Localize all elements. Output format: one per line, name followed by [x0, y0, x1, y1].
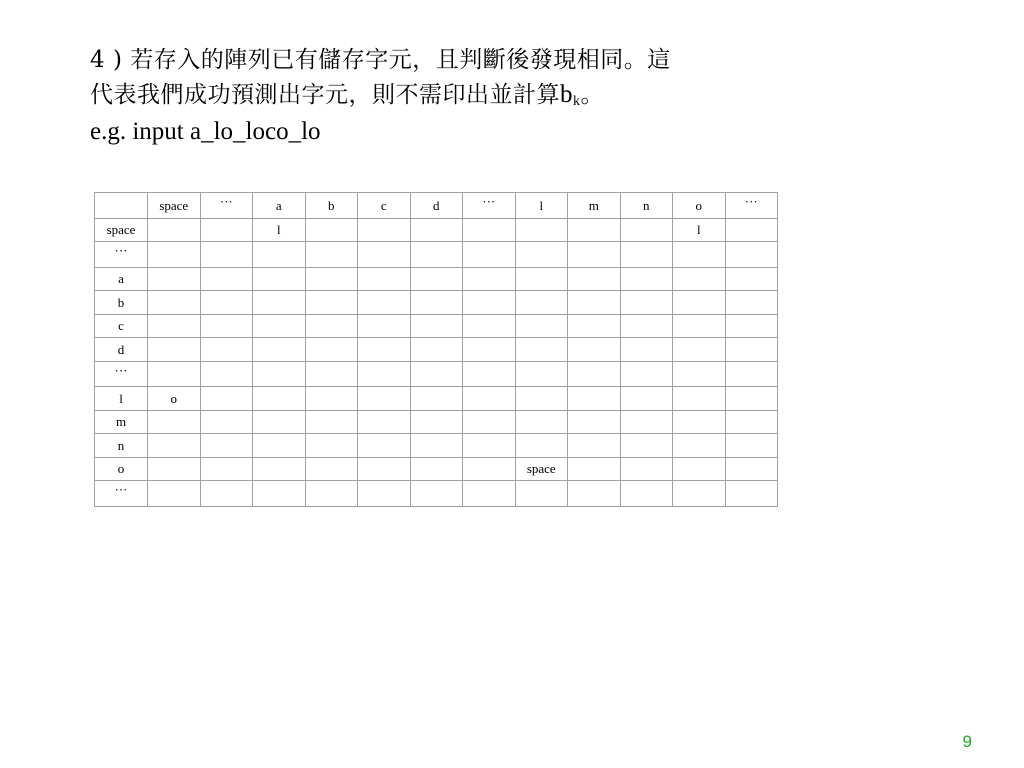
body-line-2	[90, 77, 950, 113]
table-cell	[463, 361, 516, 387]
table-cell	[515, 218, 568, 242]
prediction-table-container	[94, 192, 778, 507]
table-cell	[620, 218, 673, 242]
table-cell	[410, 481, 463, 507]
table-cell	[515, 434, 568, 458]
table-cell	[725, 242, 778, 268]
example-line: e.g. input a_lo_loco_lo	[90, 117, 321, 145]
table-cell	[620, 457, 673, 481]
table-cell	[620, 338, 673, 362]
column-header: l	[515, 193, 568, 219]
row-header: l	[95, 387, 148, 411]
column-header: m	[568, 193, 621, 219]
table-cell	[148, 434, 201, 458]
table-cell	[253, 387, 306, 411]
table-cell	[568, 387, 621, 411]
table-cell	[253, 434, 306, 458]
table-row	[95, 291, 778, 315]
table-cell	[305, 291, 358, 315]
table-cell	[200, 267, 253, 291]
table-cell	[515, 314, 568, 338]
table-cell	[725, 361, 778, 387]
table-cell	[148, 267, 201, 291]
table-cell	[358, 434, 411, 458]
table-cell	[305, 387, 358, 411]
table-cell	[410, 291, 463, 315]
table-cell	[410, 361, 463, 387]
table-cell	[673, 361, 726, 387]
table-cell	[200, 242, 253, 268]
row-header: a	[95, 267, 148, 291]
table-cell	[515, 242, 568, 268]
table-cell	[725, 338, 778, 362]
table-cell	[568, 242, 621, 268]
table-cell	[515, 267, 568, 291]
table-cell	[410, 434, 463, 458]
table-cell	[305, 338, 358, 362]
table-cell	[200, 338, 253, 362]
table-cell	[200, 291, 253, 315]
table-cell	[725, 314, 778, 338]
body-line-1: 4 ) 若存入的陣列已有儲存字元，且判斷後發現相同。這	[90, 47, 671, 73]
variable-b: b	[560, 81, 573, 109]
table-cell	[253, 291, 306, 315]
table-cell	[305, 267, 358, 291]
table-cell	[148, 481, 201, 507]
table-row	[95, 481, 778, 507]
table-cell	[463, 457, 516, 481]
table-cell	[200, 434, 253, 458]
table-cell	[148, 314, 201, 338]
table-row	[95, 314, 778, 338]
row-header: o	[95, 457, 148, 481]
table-cell: l	[253, 218, 306, 242]
table-cell	[358, 314, 411, 338]
table-cell	[568, 457, 621, 481]
table-cell	[410, 457, 463, 481]
table-cell	[253, 338, 306, 362]
table-cell	[200, 218, 253, 242]
table-cell	[620, 291, 673, 315]
table-cell	[358, 387, 411, 411]
table-cell	[253, 314, 306, 338]
table-corner-cell	[95, 193, 148, 219]
body-line-2-end: 。	[580, 82, 604, 109]
table-cell	[305, 457, 358, 481]
table-cell	[673, 267, 726, 291]
row-header: b	[95, 291, 148, 315]
slide-body-text	[90, 44, 950, 150]
table-cell	[725, 218, 778, 242]
table-cell	[673, 387, 726, 411]
table-cell	[358, 457, 411, 481]
table-cell	[253, 481, 306, 507]
table-cell	[725, 481, 778, 507]
table-cell	[725, 410, 778, 434]
table-cell	[620, 481, 673, 507]
table-cell	[463, 291, 516, 315]
table-cell	[725, 291, 778, 315]
table-cell	[148, 457, 201, 481]
table-cell	[200, 410, 253, 434]
column-header: ···	[463, 193, 516, 219]
column-header: d	[410, 193, 463, 219]
table-cell	[463, 434, 516, 458]
column-header: ···	[200, 193, 253, 219]
table-cell	[568, 434, 621, 458]
table-cell	[305, 481, 358, 507]
table-cell	[358, 481, 411, 507]
table-cell	[148, 361, 201, 387]
table-cell	[568, 218, 621, 242]
column-header: ···	[725, 193, 778, 219]
table-row	[95, 218, 778, 242]
table-cell	[568, 267, 621, 291]
table-cell	[673, 242, 726, 268]
table-cell	[620, 410, 673, 434]
table-cell	[620, 242, 673, 268]
table-cell	[358, 338, 411, 362]
table-cell	[200, 387, 253, 411]
table-header	[95, 193, 778, 219]
table-cell	[410, 242, 463, 268]
table-cell	[463, 314, 516, 338]
table-cell	[358, 267, 411, 291]
table-cell	[253, 242, 306, 268]
table-cell	[253, 457, 306, 481]
table-cell	[673, 338, 726, 362]
table-cell	[200, 361, 253, 387]
table-cell	[200, 457, 253, 481]
table-cell	[568, 314, 621, 338]
table-cell	[148, 218, 201, 242]
table-cell	[305, 242, 358, 268]
table-cell	[253, 361, 306, 387]
table-cell	[358, 218, 411, 242]
table-row	[95, 242, 778, 268]
table-cell	[620, 314, 673, 338]
table-row	[95, 410, 778, 434]
column-header: c	[358, 193, 411, 219]
table-cell	[515, 481, 568, 507]
table-cell	[200, 481, 253, 507]
table-cell	[568, 481, 621, 507]
column-header: n	[620, 193, 673, 219]
table-cell: o	[148, 387, 201, 411]
table-row	[95, 457, 778, 481]
table-cell	[253, 410, 306, 434]
table-cell	[725, 434, 778, 458]
table-row	[95, 338, 778, 362]
table-cell	[463, 387, 516, 411]
table-cell	[358, 410, 411, 434]
table-cell	[515, 338, 568, 362]
table-cell: l	[673, 218, 726, 242]
table-cell	[253, 267, 306, 291]
table-cell	[305, 410, 358, 434]
table-cell	[410, 267, 463, 291]
table-cell	[410, 314, 463, 338]
table-cell	[463, 481, 516, 507]
table-cell	[620, 434, 673, 458]
table-cell	[148, 291, 201, 315]
table-cell	[568, 338, 621, 362]
table-cell	[515, 410, 568, 434]
table-cell	[515, 387, 568, 411]
table-cell	[358, 242, 411, 268]
table-cell	[620, 267, 673, 291]
table-cell	[673, 457, 726, 481]
column-header: a	[253, 193, 306, 219]
row-header: ···	[95, 242, 148, 268]
table-cell	[463, 267, 516, 291]
row-header: space	[95, 218, 148, 242]
row-header: d	[95, 338, 148, 362]
table-cell	[568, 291, 621, 315]
table-cell	[673, 434, 726, 458]
row-header: n	[95, 434, 148, 458]
table-cell	[673, 410, 726, 434]
prediction-table	[94, 192, 778, 507]
table-cell	[305, 314, 358, 338]
body-line-2-text: 代表我們成功預測出字元，則不需印出並計算	[90, 82, 560, 109]
table-row	[95, 387, 778, 411]
table-cell	[568, 410, 621, 434]
table-cell	[148, 338, 201, 362]
table-cell	[410, 218, 463, 242]
table-cell	[463, 218, 516, 242]
table-cell	[515, 361, 568, 387]
page-number: 9	[962, 732, 972, 751]
column-header: o	[673, 193, 726, 219]
table-cell	[305, 218, 358, 242]
table-cell	[463, 410, 516, 434]
variable-subscript-k: k	[573, 94, 581, 110]
table-cell	[725, 387, 778, 411]
table-body	[95, 218, 778, 506]
table-cell	[463, 338, 516, 362]
table-cell	[410, 387, 463, 411]
table-cell	[673, 314, 726, 338]
table-cell	[200, 314, 253, 338]
table-cell	[620, 387, 673, 411]
table-cell	[620, 361, 673, 387]
table-cell	[673, 291, 726, 315]
table-row	[95, 434, 778, 458]
table-cell	[358, 361, 411, 387]
table-cell	[148, 410, 201, 434]
table-row	[95, 361, 778, 387]
table-cell	[410, 338, 463, 362]
table-header-row	[95, 193, 778, 219]
table-cell	[515, 291, 568, 315]
column-header: space	[148, 193, 201, 219]
row-header: ···	[95, 361, 148, 387]
table-cell	[725, 457, 778, 481]
row-header: c	[95, 314, 148, 338]
table-cell	[568, 361, 621, 387]
column-header: b	[305, 193, 358, 219]
table-cell	[673, 481, 726, 507]
table-cell: space	[515, 457, 568, 481]
table-cell	[725, 267, 778, 291]
table-cell	[305, 361, 358, 387]
table-cell	[358, 291, 411, 315]
table-cell	[305, 434, 358, 458]
row-header: ···	[95, 481, 148, 507]
table-cell	[410, 410, 463, 434]
table-cell	[148, 242, 201, 268]
row-header: m	[95, 410, 148, 434]
table-row	[95, 267, 778, 291]
table-cell	[463, 242, 516, 268]
